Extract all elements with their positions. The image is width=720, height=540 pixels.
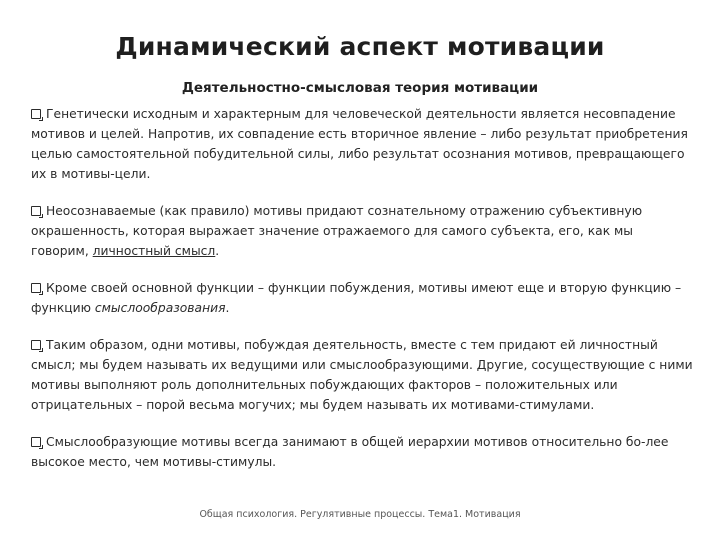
paragraph-3-text: Кроме своей основной функции – функции побуждения, мотивы имеют еще и вторую функцию – функцию (31, 281, 682, 315)
slide-footer: Общая психология. Регулятивные процессы. Тема1. Мотивация (199, 509, 521, 520)
paragraph-3-end: . (225, 301, 230, 315)
checkbox-bullet-icon (31, 437, 41, 447)
slide-subtitle: Деятельностно-смысловая теория мотивации (181, 80, 539, 96)
paragraph-3 (31, 278, 693, 318)
checkbox-bullet-icon (31, 340, 41, 350)
paragraph-5 (31, 432, 693, 472)
paragraph-4 (31, 335, 693, 415)
paragraph-2-end: . (215, 244, 220, 258)
paragraph-1 (31, 104, 693, 184)
checkbox-bullet-icon (31, 283, 41, 293)
paragraph-2-underlined-term: личностный смысл (92, 244, 216, 258)
paragraph-2-text: Неосознаваемые (как правило) мотивы придают сознательному отражению субъективную окрашенность, которая выражает значение отражаемого для самого субъекта, его, как мы говорим, (31, 204, 643, 258)
slide-title: Динамический аспект мотивации (115, 32, 605, 61)
checkbox-bullet-icon (31, 206, 41, 216)
paragraph-3-italic-term: смыслообразования (94, 301, 226, 315)
slide-content (31, 104, 693, 489)
paragraph-2 (31, 201, 693, 261)
paragraph-5-text: Смыслообразующие мотивы всегда занимают в общей иерархии мотивов относительно бо-лее высокое место, чем мотивы-стимулы. (31, 435, 669, 469)
checkbox-bullet-icon (31, 109, 41, 119)
paragraph-1-text: Генетически исходным и характерным для человеческой деятельности является несовпадение мотивов и целей. Напротив, их совпадение есть вторичное явление – либо результат приобретения целью самостоятельной побудительной силы, либо результат осознания мотивов, превращающего их в мотивы-цели. (31, 107, 688, 181)
paragraph-4-text: Таким образом, одни мотивы, побуждая деятельность, вместе с тем придают ей личностный смысл; мы будем называть их ведущими или смыслообразующими. Другие, сосуществующие с ними мотивы выполняют роль дополнительных побуждающих факторов – положительных или отрицательных – порой весьма могучих; мы будем называть их мотивами-стимулами. (31, 338, 693, 412)
